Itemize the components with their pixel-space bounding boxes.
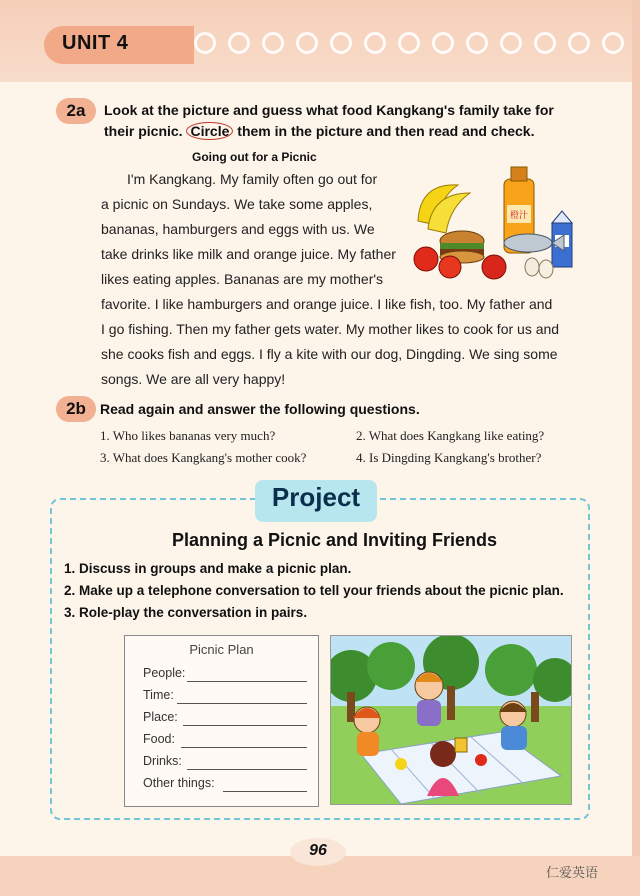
question-4: 4. Is Dingding Kangkang's brother? <box>356 450 542 465</box>
story-line: I go fishing. Then my father gets water. My mother likes to cook for us and <box>101 321 560 337</box>
story-title: Going out for a Picnic <box>192 150 317 164</box>
question-1: 1. Who likes bananas very much? <box>100 428 276 443</box>
project-subtitle: Planning a Picnic and Inviting Friends <box>172 530 498 550</box>
picnic-scene-illustration <box>330 635 572 805</box>
story-line: likes eating apples. Bananas are my mother's <box>101 271 384 287</box>
plan-field-other: Other things: <box>143 776 215 790</box>
project-step-3: 3. Role-play the conversation in pairs. <box>64 605 308 620</box>
plan-line <box>187 769 307 770</box>
section-2a-badge: 2a <box>56 98 96 124</box>
story-line: bananas, hamburgers and eggs with us. We <box>101 221 375 237</box>
story-line: favorite. I like hamburgers and orange juice. I like fish, too. My father and <box>101 296 553 312</box>
plan-field-people: People: <box>143 666 186 680</box>
decorative-circles <box>190 32 630 56</box>
picnic-food-illustration <box>410 163 580 283</box>
story-line: take drinks like milk and orange juice. My father <box>101 246 396 262</box>
instruction-line-1: Look at the picture and guess what food Kangkang's family take for <box>104 102 554 118</box>
plan-line <box>183 725 307 726</box>
plan-line <box>187 681 307 682</box>
section-2b-instruction: Read again and answer the following questions. <box>100 401 420 417</box>
story-line: a picnic on Sundays. We take some apples, <box>101 196 373 212</box>
plan-line <box>177 703 307 704</box>
section-2b-badge: 2b <box>56 396 96 422</box>
picnic-plan-card <box>124 635 319 807</box>
instruction-line-2-end: them in the picture and then read and check. <box>233 123 535 139</box>
plan-field-place: Place: <box>143 710 178 724</box>
section-2a-instruction <box>104 100 584 142</box>
plan-field-time: Time: <box>143 688 174 702</box>
plan-field-food: Food: <box>143 732 175 746</box>
unit-label: UNIT 4 <box>62 32 129 54</box>
question-2: 2. What does Kangkang like eating? <box>356 428 545 443</box>
story-line: I'm Kangkang. My family often go out for <box>127 171 378 187</box>
plan-card-title: Picnic Plan <box>189 642 254 657</box>
story-line: she cooks fish and eggs. I fly a kite with our dog, Dingding. We sing some <box>101 346 558 362</box>
watermark-text: 仁爱英语 <box>546 865 599 880</box>
question-3: 3. What does Kangkang's mother cook? <box>100 450 307 465</box>
page-number: 96 <box>309 842 327 859</box>
page-edge-strip <box>632 0 640 896</box>
project-step-2: 2. Make up a telephone conversation to tell your friends about the picnic plan. <box>64 583 564 598</box>
bottle-label: 橙汁 <box>509 211 529 221</box>
project-title: Project <box>271 482 361 512</box>
instruction-line-2-start: their picnic. <box>104 123 187 139</box>
project-step-1: 1. Discuss in groups and make a picnic plan. <box>64 561 352 576</box>
plan-line <box>181 747 307 748</box>
plan-line <box>223 791 307 792</box>
story-line: songs. We are all very happy! <box>101 371 286 387</box>
plan-field-drinks: Drinks: <box>143 754 182 768</box>
circled-word: Circle <box>186 122 233 140</box>
